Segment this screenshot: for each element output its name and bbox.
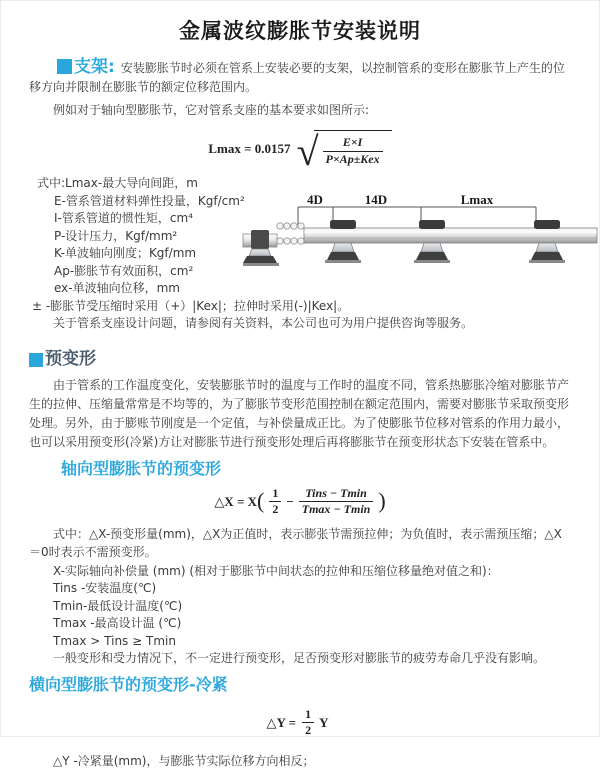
anchor-support [243, 230, 279, 266]
radical-sign: √ [296, 128, 319, 174]
preform-section-heading [29, 344, 571, 369]
formula-dy-lhs: △Y = [266, 714, 297, 730]
formula-lmax-numerator: E×I [342, 135, 363, 149]
x-definition-line: Tmin-最低设计温度(℃) [53, 598, 183, 613]
definition-line: K-单波轴向刚度；Kgf/mm [54, 246, 197, 261]
temp-numerator: Tins − Tmin [305, 485, 367, 500]
dim-label-lmax: Lmax [460, 192, 494, 207]
x-definition-line: X-实际轴向补偿量 (mm) (相对于膨胀节中间状态的拉伸和压缩位移量绝对值之和)： [53, 563, 499, 578]
formula-delta-x [29, 486, 571, 518]
temp-denominator: Tmax − Tmin [299, 501, 374, 518]
definition-line: E-管系管道材料弹性投量，Kgf/cm² [54, 193, 245, 208]
page-title: 金属波纹膨胀节安装说明 [179, 19, 421, 43]
preform-paragraph: 由于管系的工作温度变化，安装膨胀节时的温度与工作时的温度不同，管系热膨胀冷缩对膨胀节产生的拉伸、压缩量常常是不均等的，为了膨胀节变形范围控制在额定范围内，需要对膨胀节采取预变形处理。另外，由于膨账节刚度是一个定值，与补偿量成正比。为了使膨胀节位移对管系的作用力最小，也可以采用预变形(冷紧)方让对膨胀节进行预变形处理后再将膨胀节在预变形状态下安装在管系中。 [29, 377, 570, 449]
section-square-icon [57, 59, 72, 74]
example-line: 例如对于轴向型膨胀节，它对管系支座的基本要求如图所示: [53, 103, 370, 117]
pipe [304, 228, 597, 243]
radical-content [314, 130, 392, 167]
x-definition-line: Tmax > Tins ≥ Tmin [53, 633, 176, 648]
half-numerator: 1 [272, 485, 279, 500]
formula-dy-rhs: Y [319, 714, 329, 730]
x-definition-list [29, 563, 571, 668]
support-paragraph [29, 58, 571, 97]
formula-lmax-lhs: Lmax = 0.0157 [208, 140, 291, 156]
definition-line: P-设计压力，Kgf/mm² [54, 228, 178, 243]
formula-lmax [29, 128, 571, 174]
bellows-icon [277, 223, 304, 244]
definition-line: 式中:Lmax-最大导向间距，m [37, 176, 198, 191]
dy-denominator: 2 [302, 722, 314, 739]
x-explain-paragraph: 式中：△X-预变形量(mm)，△X为正值时，表示膨张节需预拉伸；为负值时，表示需预压缩；△X＝0时表示不需预变形。 [29, 526, 562, 560]
definition-line: ± -膨胀节受压缩时采用（+）|Kex|；拉伸时采用(-)|Kex|。 [32, 298, 350, 313]
formula-lmax-denominator: P×Ap±Kex [323, 151, 383, 168]
x-definition-line: Tmax -最高设计温 (℃) [53, 616, 182, 631]
section-square-icon [29, 353, 43, 367]
definition-line: I-管系管道的惯性矩，cm⁴ [54, 211, 193, 226]
preform-heading-text: 预变形 [45, 348, 96, 369]
y-definition-line: △Y -冷紧量(mm)，与膨胀节实际位移方向相反； [53, 754, 315, 769]
x-definition-line: 一般变形和受力情况下，不一定进行预变形，足否预变形对膨胀节的疲劳寿命几乎没有影响。 [53, 651, 546, 666]
definition-line: ex-单波轴向位移，mm [54, 281, 180, 296]
dy-numerator: 1 [305, 706, 312, 721]
axial-subheading: 轴向型膨胀节的预变形 [61, 458, 222, 478]
formula-delta-y [29, 707, 571, 739]
close-paren: ) [378, 487, 386, 513]
support-section-label: 支架: [74, 57, 115, 77]
support-intro-text: 安装膨胀节时必须在管系上安装必要的支架，以控制管系的变形在膨胀节上产生的位移方向并限制在膨胀节的额定位移范围内。 [29, 61, 565, 94]
open-paren: ( [257, 487, 265, 513]
dim-label-14d: 14D [364, 192, 388, 207]
content-area [1, 58, 599, 770]
x-definition-line: Tins -安装温度(℃) [53, 581, 157, 596]
definition-line: Ap-膨胀节有效面积，cm² [54, 263, 194, 278]
consult-line: 关于管系支座设计问题，请参阅有关资料，本公司也可为用户提供咨询等服务。 [53, 316, 474, 331]
half-denominator: 2 [269, 501, 281, 518]
lateral-subheading: 横向型膨胀节的预变形-冷紧 [29, 674, 228, 694]
minus-sign: − [286, 493, 294, 509]
pipe-support-diagram [243, 193, 599, 289]
dim-label-4d: 4D [307, 192, 323, 207]
formula-dx-lhs: △X = X [214, 493, 257, 509]
